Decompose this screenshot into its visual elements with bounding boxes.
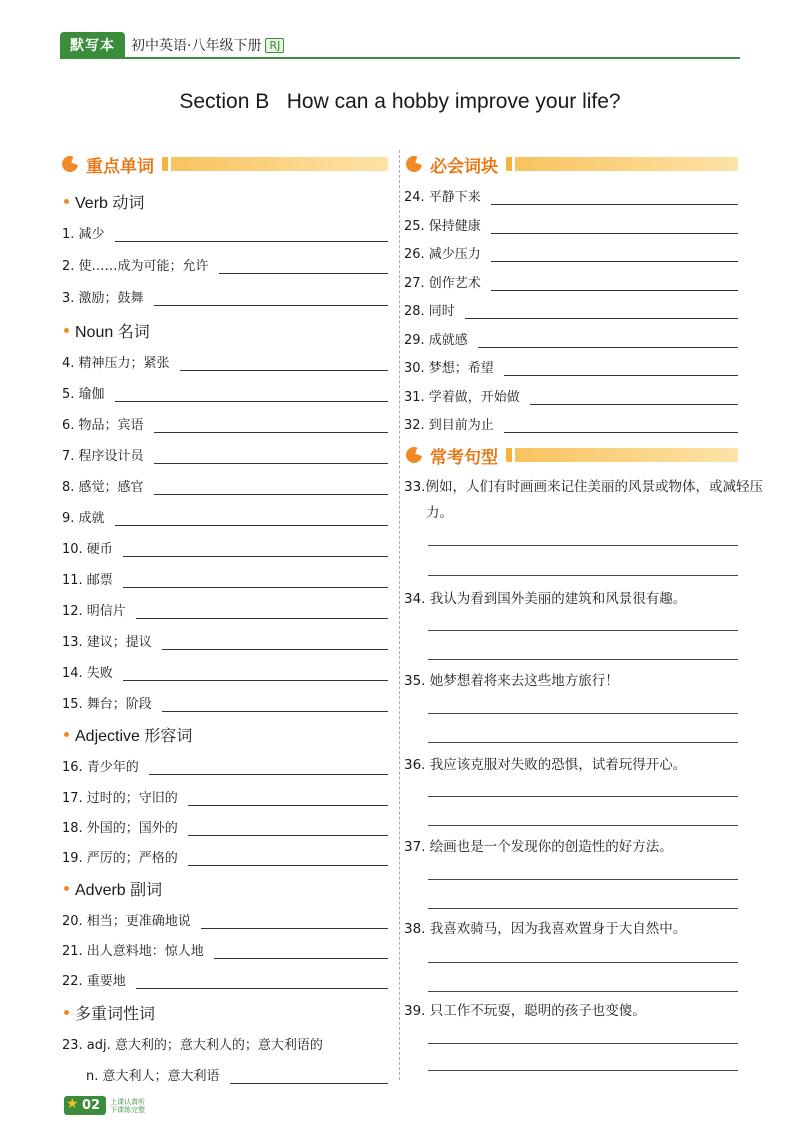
section-title: 重点单词 (86, 156, 154, 177)
header-subtitle: 初中英语·八年级下册 (131, 38, 262, 54)
section-header-sentences (406, 443, 738, 467)
answer-line[interactable] (504, 420, 738, 433)
word-item: 16. 青少年的 (62, 755, 388, 775)
answer-line[interactable] (428, 962, 738, 963)
section-title: 必会词块 (430, 156, 498, 177)
phrase-item: 31. 学着做，开始做 (404, 385, 738, 405)
word-item: 11. 邮票 (62, 568, 388, 588)
answer-line[interactable] (428, 630, 738, 631)
sentence-prompt: 36. 我应该克服对失败的恐惧，试着玩得开心。 (404, 757, 687, 773)
word-item: 5. 瑜伽 (62, 382, 388, 402)
footer-slogan: 上课认真听 下课练完整 (110, 1097, 146, 1114)
phrase-item: 25. 保持健康 (404, 214, 738, 234)
answer-line[interactable] (491, 192, 738, 205)
answer-line[interactable] (428, 1043, 738, 1044)
word-item: 3. 激励；鼓舞 (62, 286, 388, 306)
phrase-item: 27. 创作艺术 (404, 271, 738, 291)
answer-line[interactable] (123, 668, 388, 681)
answer-line[interactable] (230, 1071, 388, 1084)
category-verb: Verb 动词 (64, 190, 144, 213)
answer-line[interactable] (201, 916, 388, 929)
section-bar (506, 157, 738, 171)
phrase-item: 29. 成就感 (404, 328, 738, 348)
answer-line[interactable] (136, 976, 388, 989)
word-item: 20. 相当；更准确地说 (62, 909, 388, 929)
answer-line[interactable] (428, 796, 738, 797)
page-title: Section B How can a hobby improve your life? (179, 90, 621, 113)
word-item: 10. 硬币 (62, 537, 388, 557)
pacman-icon (406, 447, 422, 463)
answer-line[interactable] (115, 229, 388, 242)
header-tag: 默写本 (60, 32, 125, 58)
answer-line[interactable] (149, 762, 388, 775)
word-item: 12. 明信片 (62, 599, 388, 619)
word-item: 14. 失败 (62, 661, 388, 681)
answer-line[interactable] (123, 575, 388, 588)
answer-line[interactable] (136, 606, 388, 619)
pacman-icon (62, 156, 78, 172)
word-item: 21. 出人意料地：惊人地 (62, 939, 388, 959)
answer-line[interactable] (219, 261, 388, 274)
answer-line[interactable] (428, 908, 738, 909)
category-adjective: Adjective 形容词 (64, 723, 192, 746)
bullet-icon (64, 886, 69, 891)
answer-line[interactable] (428, 659, 738, 660)
word-item: 13. 建议；提议 (62, 630, 388, 650)
word-item: 7. 程序设计员 (62, 444, 388, 464)
answer-line[interactable] (214, 946, 388, 959)
star-icon: ★ (66, 1096, 79, 1112)
pacman-icon (406, 156, 422, 172)
answer-line[interactable] (428, 825, 738, 826)
answer-line[interactable] (428, 713, 738, 714)
word-item: 17. 过时的；守旧的 (62, 786, 388, 806)
book-header (60, 33, 284, 57)
sentence-prompt: 33.例如，人们有时画画来记住美丽的风景或物体，或减轻压力。 (404, 479, 763, 521)
section-bar (506, 448, 738, 462)
column-divider (399, 150, 400, 1080)
answer-line[interactable] (428, 575, 738, 576)
answer-line[interactable] (428, 1070, 738, 1071)
answer-line[interactable] (504, 363, 738, 376)
word-item: n. 意大利人；意大利语 (86, 1064, 388, 1084)
bullet-icon (64, 1010, 69, 1015)
answer-line[interactable] (530, 392, 738, 405)
header-rule (60, 57, 740, 59)
answer-line[interactable] (162, 699, 388, 712)
edition-badge: RJ (265, 38, 284, 53)
word-item: 22. 重要地 (62, 969, 388, 989)
word-item: 1. 减少 (62, 222, 388, 242)
word-item: 4. 精神压力；紧张 (62, 351, 388, 371)
word-item: 6. 物品；宾语 (62, 413, 388, 433)
answer-line[interactable] (491, 249, 738, 262)
word-item: 2. 使……成为可能；允许 (62, 254, 388, 274)
section-header-key-words (62, 152, 388, 176)
bullet-icon (64, 199, 69, 204)
category-noun: Noun 名词 (64, 319, 150, 342)
word-item: 19. 严厉的；严格的 (62, 846, 388, 866)
answer-line[interactable] (428, 991, 738, 992)
phrase-item: 30. 梦想；希望 (404, 356, 738, 376)
sentence-prompt: 34. 我认为看到国外美丽的建筑和风景很有趣。 (404, 591, 687, 607)
word-item: 23. adj. 意大利的；意大利人的；意大利语的 (62, 1038, 323, 1053)
answer-line[interactable] (188, 793, 388, 806)
answer-line[interactable] (123, 544, 388, 557)
word-item: 15. 舞台；阶段 (62, 692, 388, 712)
answer-line[interactable] (428, 545, 738, 546)
section-title: 常考句型 (430, 447, 498, 468)
answer-line[interactable] (154, 293, 388, 306)
phrase-item: 28. 同时 (404, 299, 738, 319)
section-header-phrases (406, 152, 738, 176)
section-bar (162, 157, 388, 171)
page-number: 02 (82, 1098, 101, 1113)
answer-line[interactable] (478, 335, 738, 348)
phrase-item: 24. 平静下来 (404, 185, 738, 205)
page-footer (64, 1096, 150, 1115)
answer-line[interactable] (115, 389, 388, 402)
page-number-badge (64, 1096, 106, 1115)
answer-line[interactable] (154, 420, 388, 433)
answer-line[interactable] (428, 879, 738, 880)
word-item: 9. 成就 (62, 506, 388, 526)
answer-line[interactable] (491, 278, 738, 291)
answer-line[interactable] (154, 451, 388, 464)
answer-line[interactable] (180, 358, 388, 371)
category-multi-pos: 多重词性词 (64, 1001, 155, 1024)
sentence-prompt: 38. 我喜欢骑马，因为我喜欢置身于大自然中。 (404, 921, 687, 937)
answer-line[interactable] (491, 221, 738, 234)
sentence-prompt: 37. 绘画也是一个发现你的创造性的好方法。 (404, 839, 673, 855)
sentence-prompt: 39. 只工作不玩耍，聪明的孩子也变傻。 (404, 1003, 646, 1019)
answer-line[interactable] (154, 482, 388, 495)
word-item: 18. 外国的；国外的 (62, 816, 388, 836)
phrase-item: 32. 到目前为止 (404, 413, 738, 433)
answer-line[interactable] (428, 742, 738, 743)
category-adverb: Adverb 副词 (64, 877, 162, 900)
bullet-icon (64, 328, 69, 333)
sentence-prompt: 35. 她梦想着将来去这些地方旅行！ (404, 673, 619, 689)
answer-line[interactable] (188, 853, 388, 866)
word-item: 8. 感觉；感官 (62, 475, 388, 495)
answer-line[interactable] (162, 637, 388, 650)
answer-line[interactable] (188, 823, 388, 836)
phrase-item: 26. 减少压力 (404, 242, 738, 262)
answer-line[interactable] (465, 306, 738, 319)
bullet-icon (64, 732, 69, 737)
answer-line[interactable] (115, 513, 388, 526)
